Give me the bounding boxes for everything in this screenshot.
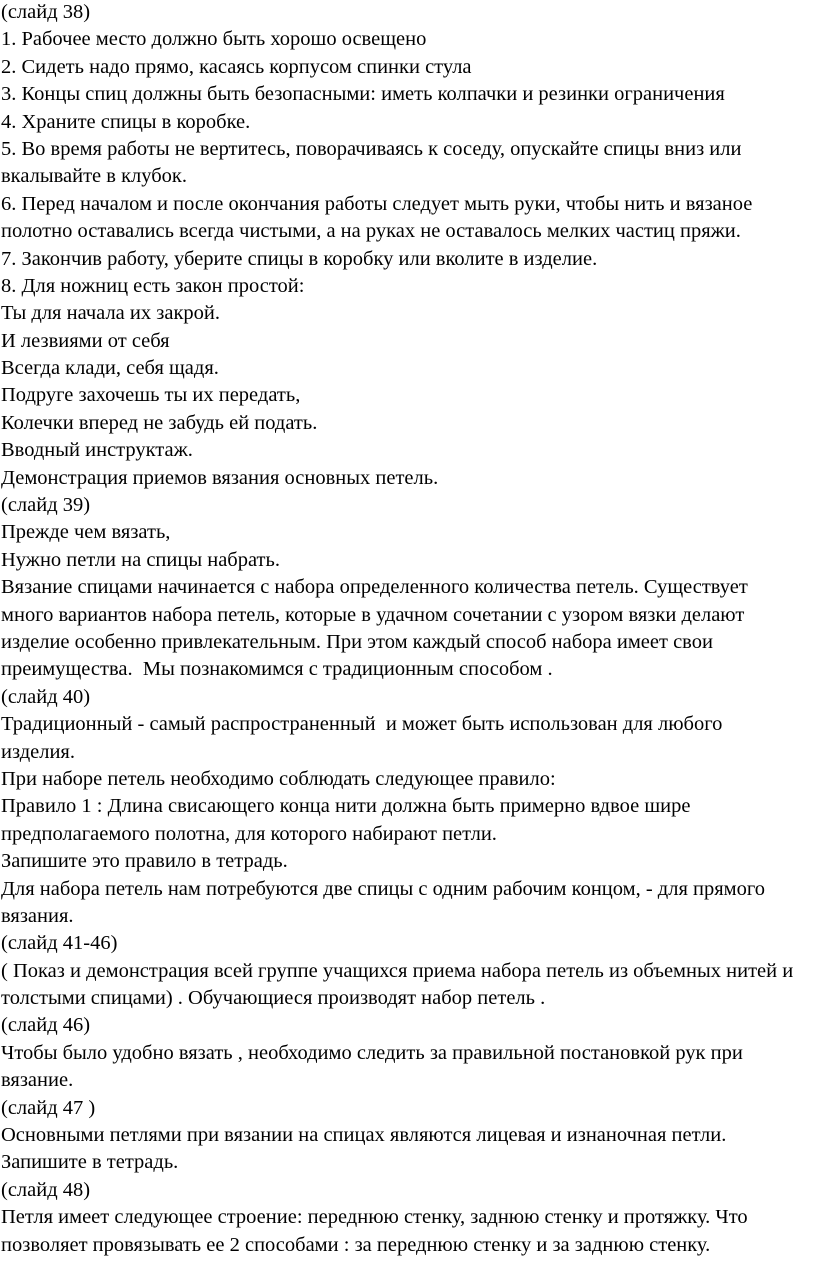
text-line: (слайд 47 ) bbox=[1, 1096, 96, 1119]
text-line: изделие особенно привлекательным. При этом каждый способ набора имеет свои bbox=[1, 630, 713, 653]
text-line: (слайд 41-46) bbox=[1, 932, 118, 955]
text-line: толстыми спицами) . Обучающиеся производят набор петель . bbox=[1, 987, 546, 1010]
text-line: полотно оставались всегда чистыми, а на руках не оставалось мелких частиц пряжи. bbox=[1, 220, 741, 243]
text-line: вязания. bbox=[1, 904, 74, 927]
text-line: Вязание спицами начинается с набора определенного количества петель. Существует bbox=[1, 576, 748, 599]
text-line: (слайд 48) bbox=[1, 1178, 91, 1201]
text-line: (слайд 40) bbox=[1, 685, 91, 708]
text-line: Подруге захочешь ты их передать, bbox=[1, 384, 301, 407]
text-line: И лезвиями от себя bbox=[1, 329, 170, 352]
text-line: Запишите это правило в тетрадь. bbox=[1, 850, 288, 873]
text-line: 4. Храните спицы в коробке. bbox=[1, 110, 251, 133]
text-line: преимущества. Мы познакомимся с традиционным способом . bbox=[1, 658, 553, 681]
text-line: позволяет провязывать ее 2 способами : за переднюю стенку и за заднюю стенку. bbox=[1, 1233, 711, 1256]
text-line: Всегда клади, себя щадя. bbox=[1, 357, 219, 380]
text-line: много вариантов набора петель, которые в удачном сочетании с узором вязки делают bbox=[1, 603, 745, 626]
text-line: Петля имеет следующее строение: переднюю стенку, заднюю стенку и протяжку. Что bbox=[1, 1206, 748, 1229]
text-line: (слайд 39) bbox=[1, 494, 91, 517]
text-line: Ты для начала их закрой. bbox=[1, 302, 221, 325]
text-line: вязание. bbox=[1, 1069, 74, 1092]
text-line: Нужно петли на спицы набрать. bbox=[1, 548, 280, 571]
text-line: Запишите в тетрадь. bbox=[1, 1151, 179, 1174]
text-line: Традиционный - самый распространенный и может быть использован для любого bbox=[1, 713, 723, 736]
text-line: ( Показ и демонстрация всей группе учащихся приема набора петель из объемных нитей и bbox=[1, 959, 794, 982]
text-line: 6. Перед началом и после окончания работы следует мыть руки, чтобы нить и вязаное bbox=[1, 192, 753, 215]
text-line: Для набора петель нам потребуются две спицы с одним рабочим концом, - для прямого bbox=[1, 877, 766, 900]
text-line: 7. Закончив работу, уберите спицы в коробку или вколите в изделие. bbox=[1, 247, 598, 270]
text-line: 5. Во время работы не вертитесь, поворачиваясь к соседу, опускайте спицы вниз или bbox=[1, 137, 742, 160]
text-line: Основными петлями при вязании на спицах являются лицевая и изнаночная петли. bbox=[1, 1124, 727, 1147]
text-line: Правило 1 : Длина свисающего конца нити должна быть примерно вдвое шире bbox=[1, 795, 691, 818]
text-line: Чтобы было удобно вязать , необходимо следить за правильной постановкой рук при bbox=[1, 1041, 743, 1064]
text-line: При наборе петель необходимо соблюдать следующее правило: bbox=[1, 767, 556, 790]
text-line: Прежде чем вязать, bbox=[1, 521, 171, 544]
text-line: 8. Для ножниц есть закон простой: bbox=[1, 274, 305, 297]
text-line: 3. Концы спиц должны быть безопасными: иметь колпачки и резинки ограничения bbox=[1, 83, 725, 106]
text-line: предполагаемого полотна, для которого набирают петли. bbox=[1, 822, 497, 845]
text-line: 2. Сидеть надо прямо, касаясь корпусом спинки стула bbox=[1, 55, 472, 78]
text-line: (слайд 38) bbox=[1, 1, 91, 23]
text-line: Вводный инструктаж. bbox=[1, 439, 193, 462]
text-line: 1. Рабочее место должно быть хорошо освещено bbox=[1, 28, 427, 51]
text-line: вкалывайте в клубок. bbox=[1, 165, 188, 188]
text-line: Колечки вперед не забудь ей подать. bbox=[1, 411, 318, 434]
text-line: изделия. bbox=[1, 740, 75, 763]
text-line: (слайд 46) bbox=[1, 1014, 91, 1037]
text-line: Демонстрация приемов вязания основных петель. bbox=[1, 466, 439, 489]
